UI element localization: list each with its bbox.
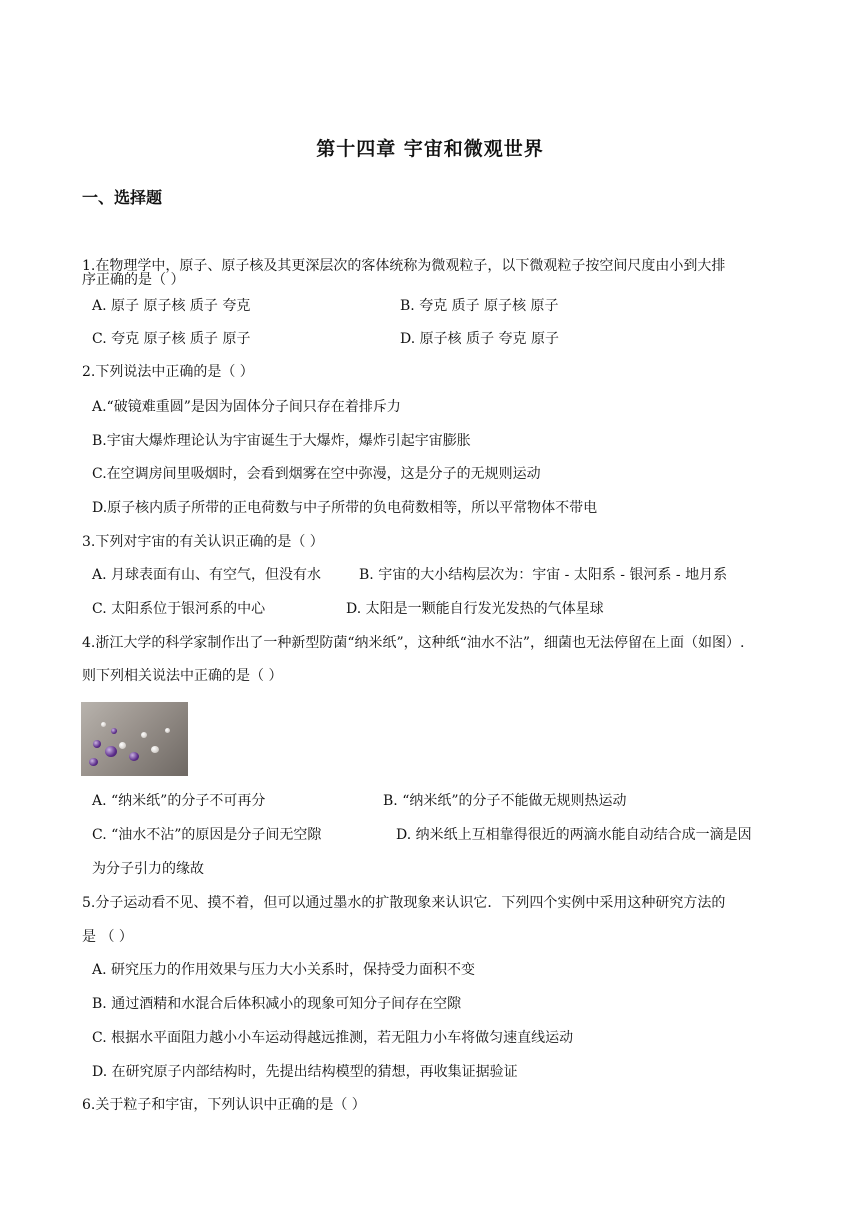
question-3-option-d: D. 太阳是一颗能自行发光发热的气体星球 [346,601,604,617]
question-1-stem-line1: 1.在物理学中，原子、原子核及其更深层次的客体统称为微观粒子，以下微观粒子按空间尺度由小到大排 [82,258,726,274]
question-4-option-d-line2: 为分子引力的缘故 [92,861,204,877]
question-4-option-b: B. “纳米纸”的分子不能做无规则热运动 [383,793,627,809]
question-5-option-a: A. 研究压力的作用效果与压力大小关系时，保持受力面积不变 [92,962,476,978]
question-1-stem-line2: 序正确的是（ ） [82,272,185,288]
question-1-option-b: B. 夸克 质子 原子核 原子 [400,298,559,314]
question-3-stem: 3.下列对宇宙的有关认识正确的是（ ） [82,534,324,550]
page-title: 第十四章 宇宙和微观世界 [316,138,544,160]
question-5-option-b: B. 通过酒精和水混合后体积减小的现象可知分子间存在空隙 [92,996,462,1012]
question-6-stem: 6.关于粒子和宇宙，下列认识中正确的是（ ） [82,1097,366,1113]
question-2-stem: 2.下列说法中正确的是（ ） [82,364,254,380]
question-5-stem-line1: 5.分子运动看不见、摸不着，但可以通过墨水的扩散现象来认识它．下列四个实例中采用这种研究方法的 [82,895,726,911]
question-5-option-c: C. 根据水平面阻力越小小车运动得越远推测，若无阻力小车将做匀速直线运动 [92,1030,574,1046]
question-4-option-d-line1: D. 纳米纸上互相靠得很近的两滴水能自动结合成一滴是因 [396,827,752,843]
question-2-option-d: D.原子核内质子所带的正电荷数与中子所带的负电荷数相等，所以平常物体不带电 [92,500,598,516]
question-3-option-c: C. 太阳系位于银河系的中心 [92,601,266,617]
question-2-option-a: A.“破镜难重圆”是因为固体分子间只存在着排斥力 [92,399,401,415]
question-1-option-a: A. 原子 原子核 质子 夸克 [92,298,251,314]
question-5-stem-line2: 是 （ ） [82,929,133,945]
question-2-option-c: C.在空调房间里吸烟时，会看到烟雾在空中弥漫，这是分子的无规则运动 [92,466,541,482]
section-heading: 一、选择题 [82,188,163,207]
question-3-option-a: A. 月球表面有山、有空气，但没有水 [92,567,322,583]
question-4-option-c: C. “油水不沾”的原因是分子间无空隙 [92,827,322,843]
question-3-option-b: B. 宇宙的大小结构层次为：宇宙 - 太阳系 - 银河系 - 地月系 [359,567,728,583]
question-4-stem-line2: 则下列相关说法中正确的是（ ） [82,668,283,684]
question-5-option-d: D. 在研究原子内部结构时，先提出结构模型的猜想，再收集证据验证 [92,1064,518,1080]
question-1-option-d: D. 原子核 质子 夸克 原子 [400,331,559,347]
question-2-option-b: B.宇宙大爆炸理论认为宇宙诞生于大爆炸，爆炸引起宇宙膨胀 [92,433,471,449]
question-4-option-a: A. “纳米纸”的分子不可再分 [92,793,266,809]
question-4-stem-line1: 4.浙江大学的科学家制作出了一种新型防菌“纳米纸”，这种纸“油水不沾”，细菌也无法停留在上面（如图）. [82,635,745,651]
nano-paper-photo [81,702,188,776]
question-1-option-c: C. 夸克 原子核 质子 原子 [92,331,251,347]
